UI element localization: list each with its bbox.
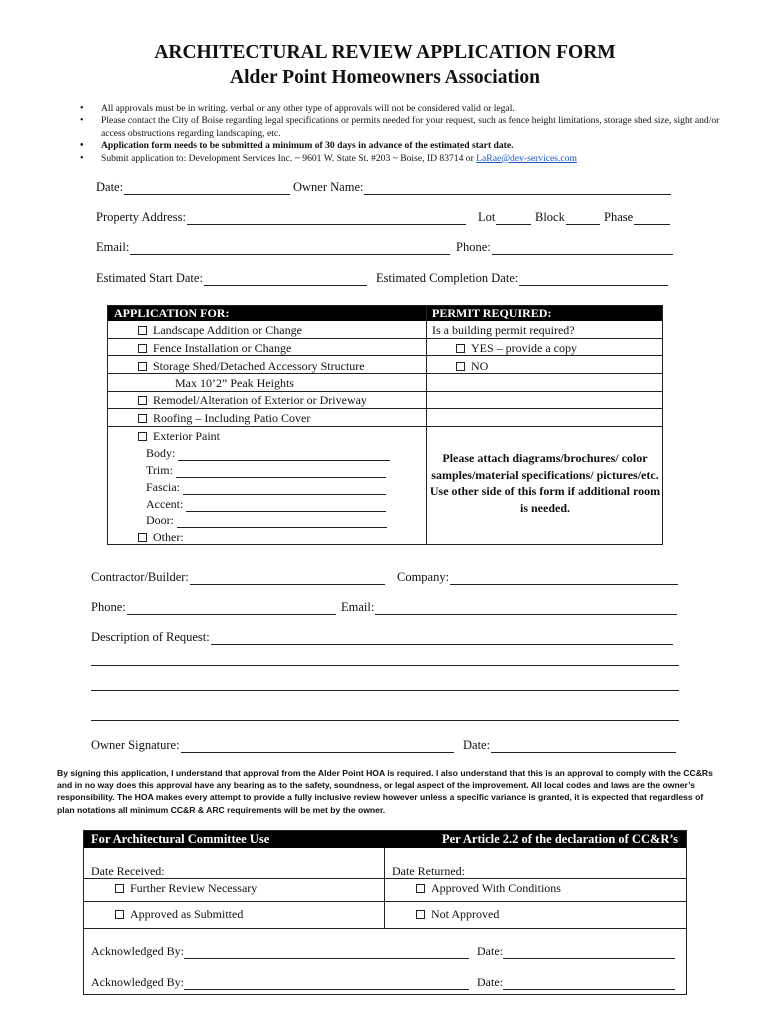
phase-field[interactable] <box>604 210 670 225</box>
signature-date-label: Date: <box>463 738 491 752</box>
option-label: Landscape Addition or Change <box>153 323 302 337</box>
option-label: YES – provide a copy <box>471 341 577 355</box>
instruction-item: • All approvals must be in writing. verbal or any other type of approvals will not be considered valid or legal. <box>80 103 720 115</box>
door-color-field[interactable] <box>146 513 387 528</box>
acknowledged-by-label: Acknowledged By: <box>91 975 184 989</box>
fascia-color-field[interactable] <box>146 480 386 495</box>
description-line[interactable] <box>91 665 679 666</box>
checkbox[interactable] <box>138 533 147 542</box>
instructions-list <box>80 103 720 165</box>
option-label: NO <box>471 359 489 373</box>
other-label: Other: <box>153 530 184 544</box>
date-received-label: Date Received: <box>91 864 165 878</box>
column-divider <box>384 848 385 928</box>
shed-height-note: Max 10’2” Peak Heights <box>175 376 294 390</box>
submit-text: Submit application to: Development Services Inc. ~ 9601 W. State St. #203 ~ Boise, ID 83714 or <box>101 152 477 164</box>
row-divider <box>84 928 686 929</box>
phone-field[interactable] <box>456 240 673 255</box>
owner-signature-label: Owner Signature: <box>91 738 180 752</box>
checkbox[interactable] <box>138 432 147 441</box>
lot-field[interactable] <box>478 210 531 225</box>
contractor-phone-label: Phone: <box>91 600 126 614</box>
option-label: Roofing – Including Patio Cover <box>153 411 311 425</box>
committee-table <box>83 830 687 995</box>
row-divider <box>108 338 662 339</box>
checkbox[interactable] <box>138 362 147 371</box>
acknowledged-date-field[interactable] <box>477 944 675 959</box>
phone-label: Phone: <box>456 240 491 254</box>
option-label: Further Review Necessary <box>130 881 258 895</box>
lot-label: Lot <box>478 210 496 224</box>
column-divider <box>426 306 427 544</box>
option-label: Approved as Submitted <box>130 907 244 921</box>
company-field[interactable] <box>397 570 678 585</box>
fascia-label: Fascia: <box>146 480 180 494</box>
checkbox[interactable] <box>115 884 124 893</box>
contractor-builder-label: Contractor/Builder: <box>91 570 189 584</box>
application-for-header: APPLICATION FOR: <box>108 306 426 321</box>
date-field[interactable] <box>96 180 290 195</box>
property-address-field[interactable] <box>96 210 466 225</box>
checkbox[interactable] <box>456 362 465 371</box>
description-line[interactable] <box>91 690 679 691</box>
acknowledged-by-field[interactable] <box>91 975 469 990</box>
row-divider <box>84 901 686 902</box>
estimated-start-label: Estimated Start Date: <box>96 271 203 285</box>
exterior-paint-option[interactable] <box>138 429 220 444</box>
email-field[interactable] <box>96 240 450 255</box>
committee-use-header: For Architectural Committee Use <box>84 831 384 848</box>
other-option[interactable] <box>138 530 392 545</box>
form-title: ARCHITECTURAL REVIEW APPLICATION FORM <box>154 42 616 63</box>
email-link[interactable]: LaRae@dev-services.com <box>476 152 577 164</box>
accent-label: Accent: <box>146 497 184 511</box>
checkbox[interactable] <box>138 344 147 353</box>
trim-color-field[interactable] <box>146 463 386 478</box>
acknowledged-date-field[interactable] <box>477 975 675 990</box>
option-label: Fence Installation or Change <box>153 341 292 355</box>
option-label: Remodel/Alteration of Exterior or Driveway <box>153 393 367 407</box>
option-label: Approved With Conditions <box>431 881 561 895</box>
owner-signature-field[interactable] <box>91 738 454 753</box>
acknowledged-date-label: Date: <box>477 975 503 989</box>
owner-name-label: Owner Name: <box>293 180 364 194</box>
contractor-email-label: Email: <box>341 600 375 614</box>
description-field[interactable] <box>91 630 673 645</box>
checkbox[interactable] <box>138 414 147 423</box>
instruction-item: • Please contact the City of Boise regarding legal specifications or permits needed for your request, such as fence height limitations, storage shed size, sight and/or access obstructions regarding landscaping, etc. <box>80 115 720 140</box>
block-field[interactable] <box>535 210 600 225</box>
date-received-field[interactable] <box>91 864 370 879</box>
permit-question: Is a building permit required? <box>432 323 575 337</box>
estimated-start-field[interactable] <box>96 271 367 286</box>
row-divider <box>108 408 662 409</box>
signature-date-field[interactable] <box>463 738 676 753</box>
block-label: Block <box>535 210 565 224</box>
permit-no-option[interactable] <box>456 359 488 374</box>
acknowledged-by-label: Acknowledged By: <box>91 944 184 958</box>
further-review-option[interactable] <box>115 881 257 896</box>
remodel-option[interactable] <box>138 393 367 408</box>
estimated-completion-field[interactable] <box>376 271 668 286</box>
application-table <box>107 305 663 545</box>
date-label: Date: <box>96 180 124 194</box>
checkbox[interactable] <box>138 396 147 405</box>
shed-option[interactable] <box>138 359 365 374</box>
date-returned-label: Date Returned: <box>392 864 465 878</box>
not-approved-option[interactable] <box>416 907 499 922</box>
instruction-item <box>80 153 720 165</box>
approved-conditions-option[interactable] <box>416 881 561 896</box>
checkbox[interactable] <box>456 344 465 353</box>
door-label: Door: <box>146 513 174 527</box>
checkbox[interactable] <box>416 910 425 919</box>
option-label: Not Approved <box>431 907 500 921</box>
checkbox[interactable] <box>138 326 147 335</box>
article-header: Per Article 2.2 of the declaration of CC&R’s <box>384 831 686 848</box>
permit-yes-option[interactable] <box>456 341 577 356</box>
contractor-email-field[interactable] <box>341 600 677 615</box>
disclaimer-text: By signing this application, I understand that approval from the Alder Point HOA is required. I also understand that this is an approval to comply with the CC&Rs and in no way does this approval have any bearing as to the safety, soundness, or legal aspect of the improvement. All local codes and laws are the owner’s responsibility. The HOA makes every attempt to provide a fully inclusive review however unless a specific variance is granted, it is expected that regardless of plan notations all minimum CC&R & ARC requirements will be met by the owner. <box>57 768 713 815</box>
estimated-completion-label: Estimated Completion Date: <box>376 271 519 285</box>
form-subtitle: Alder Point Homeowners Association <box>229 67 540 88</box>
company-label: Company: <box>397 570 450 584</box>
description-label: Description of Request: <box>91 630 210 644</box>
acknowledged-date-label: Date: <box>477 944 503 958</box>
phase-label: Phase <box>604 210 634 224</box>
instruction-item: • Application form needs to be submitted a minimum of 30 days in advance of the estimated start date. <box>80 140 720 152</box>
accent-color-field[interactable] <box>146 497 386 512</box>
approved-submitted-option[interactable] <box>115 907 243 922</box>
property-address-label: Property Address: <box>96 210 186 224</box>
body-label: Body: <box>146 446 176 460</box>
contractor-builder-field[interactable] <box>91 570 385 585</box>
permit-required-header: PERMIT REQUIRED: <box>426 306 662 321</box>
row-divider <box>108 426 662 427</box>
checkbox[interactable] <box>416 884 425 893</box>
email-label: Email: <box>96 240 130 254</box>
owner-name-field[interactable] <box>293 180 671 195</box>
row-divider <box>108 391 662 392</box>
trim-label: Trim: <box>146 463 173 477</box>
contractor-phone-field[interactable] <box>91 600 336 615</box>
row-divider <box>84 878 686 879</box>
landscape-option[interactable] <box>138 323 302 338</box>
body-color-field[interactable] <box>146 446 390 461</box>
option-label: Storage Shed/Detached Accessory Structure <box>153 359 365 373</box>
checkbox[interactable] <box>115 910 124 919</box>
date-returned-field[interactable] <box>392 864 670 879</box>
description-line[interactable] <box>91 720 679 721</box>
option-label: Exterior Paint <box>153 429 220 443</box>
acknowledged-by-field[interactable] <box>91 944 469 959</box>
fence-option[interactable] <box>138 341 291 356</box>
attachment-note: Please attach diagrams/brochures/ color samples/material specifications/ pictures/etc. Use other side of this form if additional room is needed. <box>429 451 661 515</box>
roofing-option[interactable] <box>138 411 310 426</box>
